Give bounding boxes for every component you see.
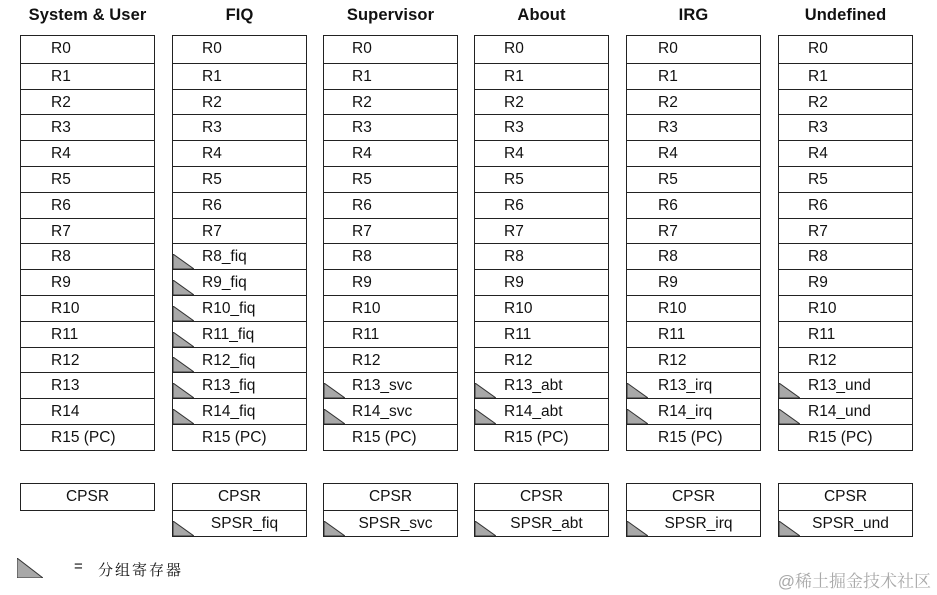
register-label: R15 (PC) (504, 428, 569, 446)
register-label: R4 (352, 145, 372, 163)
status-register-label: CPSR (65, 488, 110, 505)
register-label: R6 (51, 196, 71, 214)
register-label: R5 (51, 170, 71, 188)
mode-title: FIQ (225, 6, 254, 24)
register-cell (779, 140, 912, 166)
register-cell (173, 192, 306, 218)
register-label: R8_fiq (202, 248, 247, 266)
register-cell (627, 192, 760, 218)
banked-triangle-icon (173, 409, 194, 424)
register-cell (475, 192, 608, 218)
register-cell (475, 140, 608, 166)
register-label: R11 (504, 325, 532, 343)
register-label: R7 (658, 222, 678, 240)
status-register-label: CPSR (519, 488, 564, 505)
register-cell (21, 243, 154, 269)
register-cell (779, 424, 912, 450)
register-label: R15 (PC) (352, 428, 417, 446)
register-label: R13_und (808, 377, 871, 395)
banked-triangle-icon (173, 383, 194, 398)
register-label: R15 (PC) (51, 428, 116, 446)
banked-register-cell (173, 398, 306, 424)
register-label: R6 (504, 196, 524, 214)
register-label: R2 (51, 93, 71, 111)
register-label: R9 (51, 274, 71, 292)
register-label: R2 (504, 93, 524, 111)
banked-register-cell (173, 372, 306, 398)
register-label: R8 (352, 248, 372, 266)
register-cell (21, 140, 154, 166)
register-label: R3 (352, 119, 372, 137)
register-cell (324, 347, 457, 373)
banked-register-cell (324, 372, 457, 398)
spsr-cell (173, 510, 306, 536)
banked-register-cell (173, 295, 306, 321)
register-cell (21, 424, 154, 450)
cpsr-cell (173, 484, 306, 510)
register-cell (779, 114, 912, 140)
banked-triangle-icon (779, 383, 800, 398)
banked-triangle-icon (627, 521, 648, 536)
cpsr-cell (779, 484, 912, 510)
register-label: R9_fiq (202, 274, 247, 292)
register-cell (324, 140, 457, 166)
register-cell (21, 398, 154, 424)
register-label: R15 (PC) (658, 428, 723, 446)
banked-triangle-icon (779, 409, 800, 424)
banked-triangle-icon (779, 521, 800, 536)
register-cell (173, 218, 306, 244)
banked-register-cell (475, 372, 608, 398)
register-cell (627, 140, 760, 166)
register-label: R13_abt (504, 377, 563, 395)
banked-triangle-icon (173, 357, 194, 372)
register-label: R13_svc (352, 377, 413, 395)
register-box (20, 35, 155, 451)
mode-title: Supervisor (346, 6, 435, 24)
register-label: R9 (808, 274, 828, 292)
cpsr-cell (21, 484, 154, 510)
banked-register-cell (173, 269, 306, 295)
register-cell (627, 269, 760, 295)
register-label: R6 (658, 196, 678, 214)
register-label: R2 (658, 93, 678, 111)
status-register-label: SPSR_fiq (210, 515, 279, 532)
register-cell (779, 36, 912, 63)
register-label: R0 (51, 40, 71, 57)
register-label: R14_und (808, 403, 871, 421)
register-cell (324, 192, 457, 218)
status-register-box (172, 483, 307, 537)
register-cell (21, 295, 154, 321)
register-cell (21, 372, 154, 398)
register-cell (173, 63, 306, 89)
register-cell (324, 424, 457, 450)
register-label: R12 (504, 351, 533, 369)
status-register-label: SPSR_abt (510, 515, 583, 532)
register-cell (779, 166, 912, 192)
register-cell (475, 424, 608, 450)
register-label: R1 (808, 67, 828, 85)
register-label: R13_irq (658, 377, 713, 395)
register-label: R3 (808, 119, 828, 137)
banked-register-cell (173, 243, 306, 269)
status-register-box (778, 483, 913, 537)
register-label: R7 (202, 222, 222, 240)
cpsr-cell (475, 484, 608, 510)
banked-register-cell (475, 398, 608, 424)
register-label: R0 (202, 40, 222, 57)
register-label: R7 (504, 222, 524, 240)
register-cell (627, 347, 760, 373)
register-label: R6 (808, 196, 828, 214)
register-cell (173, 36, 306, 63)
register-cell (324, 321, 457, 347)
register-label: R15 (PC) (202, 428, 267, 446)
register-cell (779, 218, 912, 244)
register-label: R3 (202, 119, 222, 137)
register-label: R3 (51, 119, 71, 137)
register-label: R11 (808, 325, 836, 343)
register-cell (627, 114, 760, 140)
register-cell (779, 192, 912, 218)
register-label: R0 (504, 40, 524, 57)
register-label: R12 (51, 351, 80, 369)
banked-triangle-icon (324, 383, 345, 398)
banked-triangle-icon (173, 332, 194, 347)
register-label: R10_fiq (202, 299, 256, 317)
register-label: R4 (51, 145, 71, 163)
register-label: R10 (504, 299, 533, 317)
register-label: R1 (658, 67, 678, 85)
register-cell (324, 295, 457, 321)
register-cell (324, 63, 457, 89)
banked-triangle-icon (173, 254, 194, 269)
register-label: R14 (51, 403, 80, 421)
register-cell (21, 114, 154, 140)
register-cell (627, 166, 760, 192)
banked-register-cell (627, 372, 760, 398)
register-cell (627, 89, 760, 115)
register-label: R5 (808, 170, 828, 188)
banked-triangle-icon (475, 409, 496, 424)
register-label: R5 (658, 170, 678, 188)
legend-text: 分组寄存器 (98, 562, 184, 579)
register-label: R7 (352, 222, 372, 240)
register-cell (21, 347, 154, 373)
register-label: R2 (808, 93, 828, 111)
mode-title: About (517, 6, 566, 24)
register-label: R12 (352, 351, 381, 369)
register-label: R1 (504, 67, 524, 85)
register-label: R1 (51, 67, 71, 85)
register-label: R11 (352, 325, 380, 343)
register-cell (21, 192, 154, 218)
register-cell (627, 63, 760, 89)
register-cell (779, 243, 912, 269)
register-cell (324, 269, 457, 295)
register-cell (324, 166, 457, 192)
register-label: R7 (51, 222, 71, 240)
register-label: R4 (658, 145, 678, 163)
status-register-label: SPSR_svc (358, 515, 433, 532)
register-box (778, 35, 913, 451)
register-label: R10 (352, 299, 381, 317)
register-label: R11_fiq (202, 325, 255, 343)
register-cell (173, 89, 306, 115)
register-cell (627, 424, 760, 450)
register-label: R11 (51, 325, 79, 343)
register-cell (779, 89, 912, 115)
register-label: R4 (202, 145, 222, 163)
register-cell (21, 218, 154, 244)
register-cell (475, 321, 608, 347)
register-label: R5 (504, 170, 524, 188)
register-label: R2 (352, 93, 372, 111)
register-label: R15 (PC) (808, 428, 873, 446)
register-label: R5 (202, 170, 222, 188)
banked-register-cell (173, 347, 306, 373)
register-cell (779, 269, 912, 295)
register-cell (21, 166, 154, 192)
spsr-cell (475, 510, 608, 536)
register-cell (627, 243, 760, 269)
register-cell (21, 269, 154, 295)
register-cell (475, 218, 608, 244)
banked-triangle-icon (627, 383, 648, 398)
register-cell (173, 166, 306, 192)
register-cell (779, 321, 912, 347)
status-register-label: CPSR (368, 488, 413, 505)
banked-register-cell (173, 321, 306, 347)
register-label: R0 (658, 40, 678, 57)
spsr-cell (627, 510, 760, 536)
register-label: R6 (352, 196, 372, 214)
register-label: R14_irq (658, 403, 713, 421)
spsr-cell (324, 510, 457, 536)
register-cell (173, 424, 306, 450)
grey-triangle-icon (17, 558, 43, 578)
register-cell (475, 36, 608, 63)
register-cell (21, 36, 154, 63)
register-label: R13_fiq (202, 377, 256, 395)
register-label: R8 (51, 248, 71, 266)
register-label: R8 (504, 248, 524, 266)
status-register-box (626, 483, 761, 537)
register-cell (324, 218, 457, 244)
status-register-label: CPSR (217, 488, 262, 505)
status-register-label: CPSR (823, 488, 868, 505)
register-label: R10 (808, 299, 837, 317)
register-cell (475, 114, 608, 140)
register-label: R10 (51, 299, 80, 317)
register-label: R4 (504, 145, 524, 163)
cpsr-cell (627, 484, 760, 510)
register-label: R9 (658, 274, 678, 292)
register-cell (627, 36, 760, 63)
register-cell (324, 243, 457, 269)
banked-register-cell (627, 398, 760, 424)
register-cell (779, 63, 912, 89)
status-register-label: SPSR_und (812, 515, 889, 532)
register-label: R0 (352, 40, 372, 57)
register-cell (627, 295, 760, 321)
banked-triangle-icon (324, 409, 345, 424)
register-label: R14_svc (352, 403, 413, 421)
register-label: R1 (352, 67, 372, 85)
register-label: R14_fiq (202, 403, 256, 421)
register-label: R9 (352, 274, 372, 292)
register-label: R8 (808, 248, 828, 266)
register-cell (324, 89, 457, 115)
register-cell (475, 89, 608, 115)
watermark: @稀土掘金技术社区 (777, 572, 931, 591)
register-label: R3 (658, 119, 678, 137)
register-cell (173, 114, 306, 140)
register-cell (21, 63, 154, 89)
register-label: R1 (202, 67, 222, 85)
register-cell (475, 347, 608, 373)
register-label: R3 (504, 119, 524, 137)
register-cell (779, 347, 912, 373)
status-register-box (323, 483, 458, 537)
register-label: R11 (658, 325, 686, 343)
register-label: R12_fiq (202, 351, 256, 369)
register-label: R8 (658, 248, 678, 266)
register-box (626, 35, 761, 451)
register-cell (324, 36, 457, 63)
spsr-cell (779, 510, 912, 536)
register-label: R13 (51, 377, 80, 395)
mode-title: System & User (28, 6, 147, 24)
register-cell (475, 63, 608, 89)
status-register-label: SPSR_irq (664, 515, 733, 532)
register-label: R5 (352, 170, 372, 188)
register-cell (21, 321, 154, 347)
banked-triangle-icon (173, 306, 194, 321)
banked-triangle-icon (324, 521, 345, 536)
register-cell (475, 166, 608, 192)
register-box (172, 35, 307, 451)
register-label: R10 (658, 299, 687, 317)
register-label: R2 (202, 93, 222, 111)
banked-triangle-icon (627, 409, 648, 424)
register-cell (627, 321, 760, 347)
banked-register-cell (779, 398, 912, 424)
register-label: R6 (202, 196, 222, 214)
banked-triangle-icon (173, 280, 194, 295)
register-cell (475, 269, 608, 295)
cpsr-cell (324, 484, 457, 510)
banked-triangle-icon (173, 521, 194, 536)
register-cell (779, 295, 912, 321)
register-cell (627, 218, 760, 244)
register-cell (475, 243, 608, 269)
register-label: R4 (808, 145, 828, 163)
register-label: R12 (808, 351, 837, 369)
legend-equals: = (74, 558, 83, 575)
register-cell (21, 89, 154, 115)
register-box (474, 35, 609, 451)
register-label: R14_abt (504, 403, 563, 421)
register-cell (475, 295, 608, 321)
banked-triangle-icon (475, 521, 496, 536)
banked-triangle-icon (475, 383, 496, 398)
register-cell (324, 114, 457, 140)
status-register-box (474, 483, 609, 537)
register-label: R7 (808, 222, 828, 240)
register-cell (173, 140, 306, 166)
mode-title: Undefined (804, 6, 887, 24)
register-label: R9 (504, 274, 524, 292)
register-box (323, 35, 458, 451)
register-label: R0 (808, 40, 828, 57)
register-label: R12 (658, 351, 687, 369)
mode-title: IRG (678, 6, 709, 24)
status-register-box (20, 483, 155, 511)
banked-register-cell (324, 398, 457, 424)
status-register-label: CPSR (671, 488, 716, 505)
banked-register-cell (779, 372, 912, 398)
